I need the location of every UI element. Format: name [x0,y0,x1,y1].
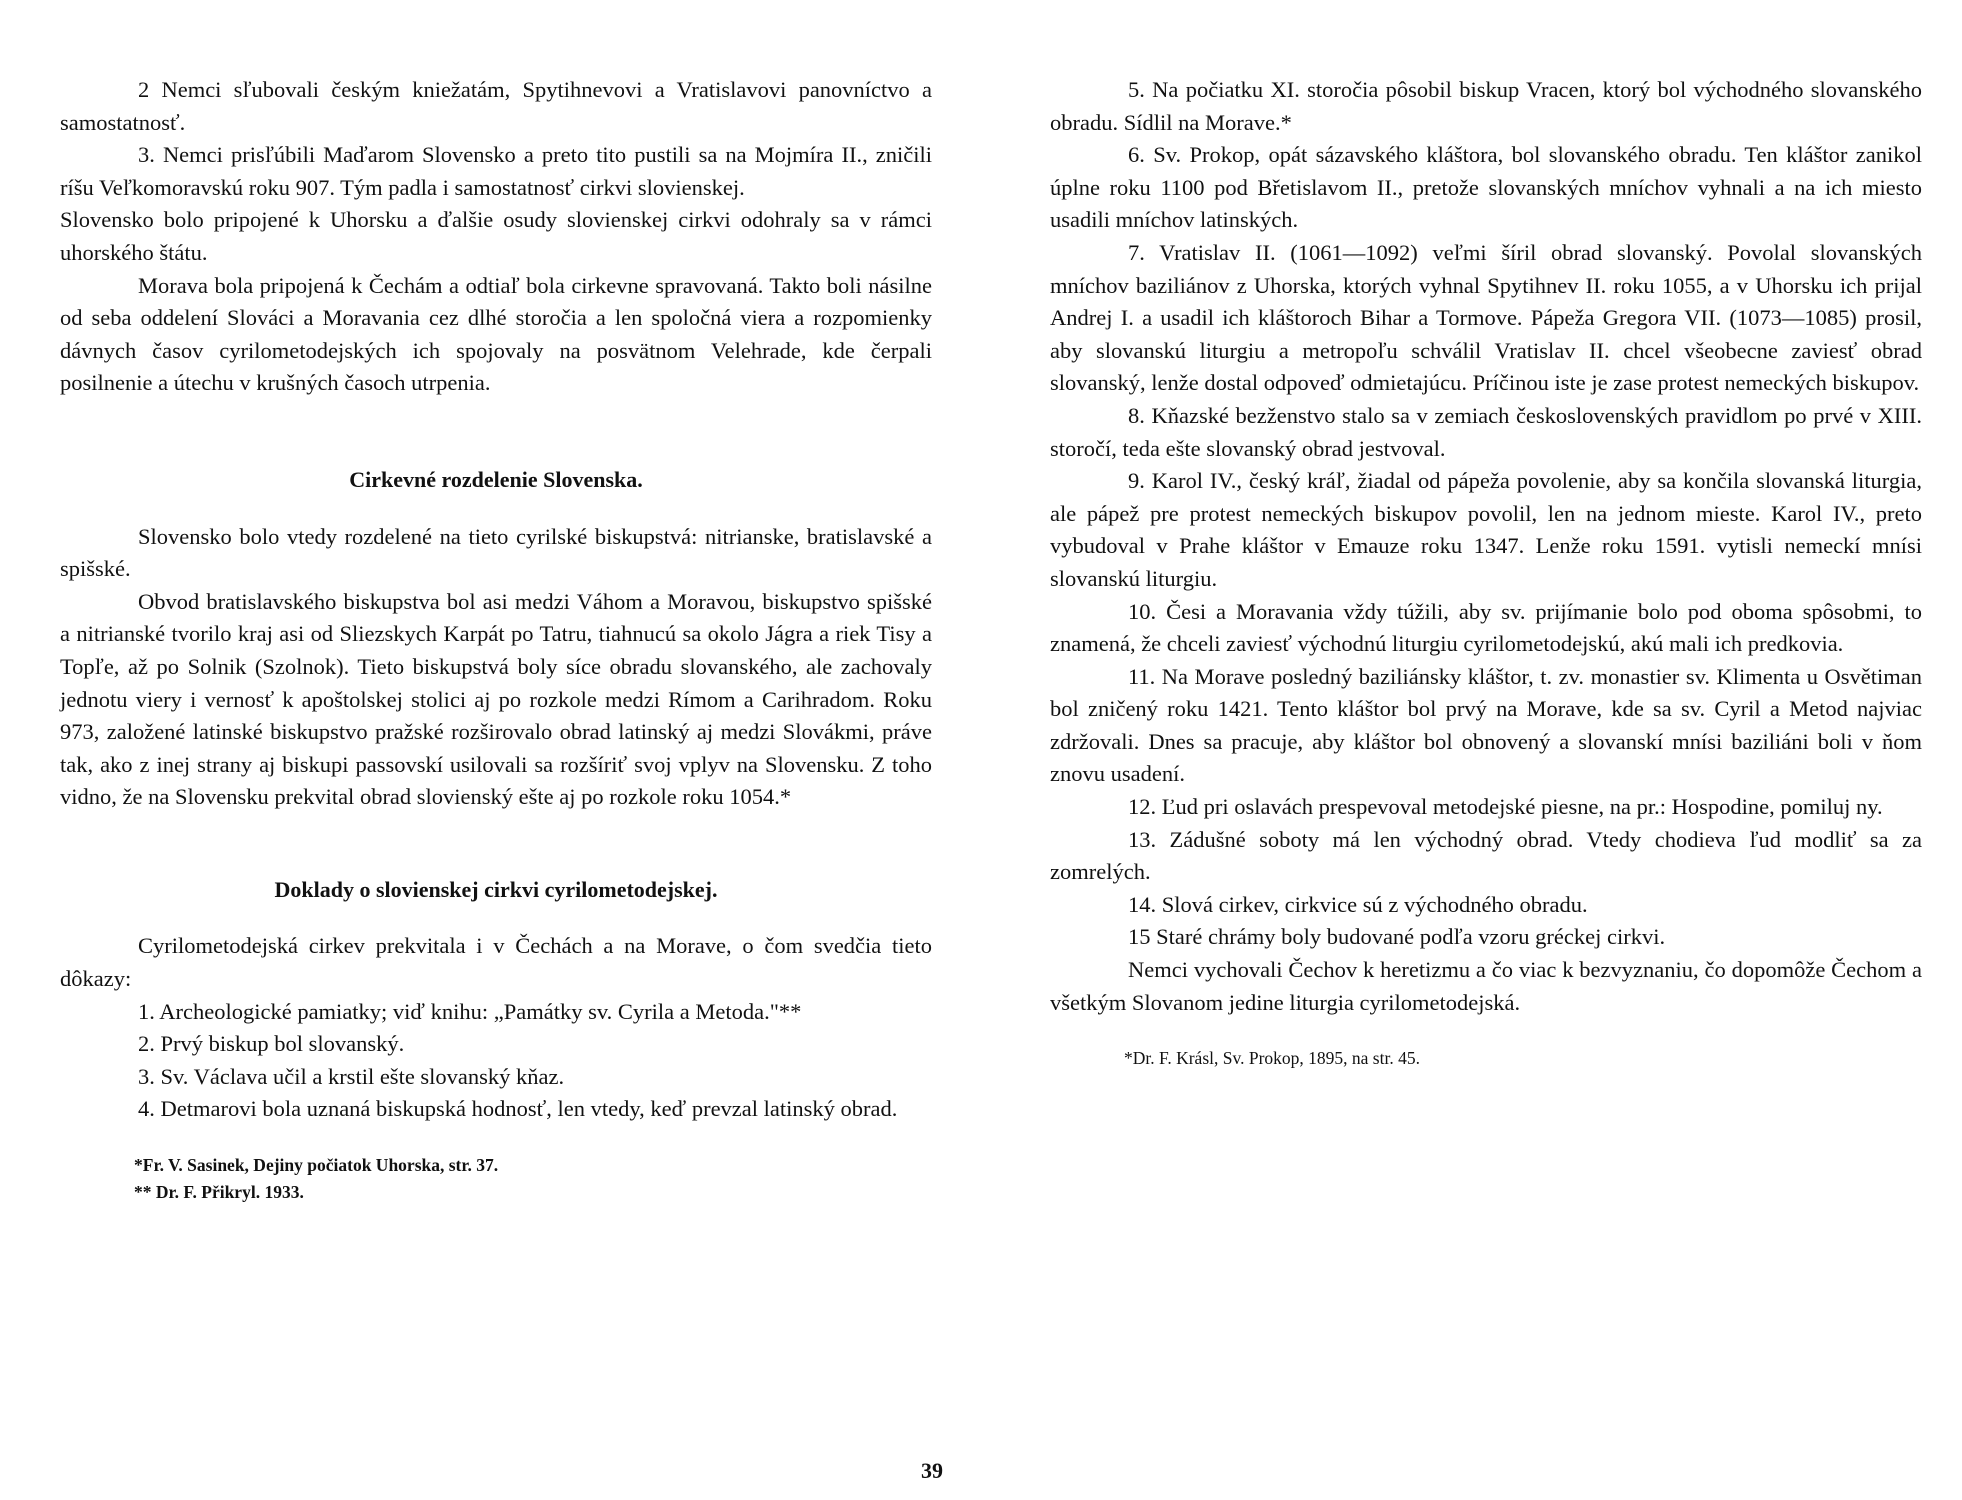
section-heading: Doklady o slovienskej cirkvi cyrilometodejskej. [274,876,718,902]
footnote: *Fr. V. Sasinek, Dejiny počiatok Uhorska, str. 37. [134,1155,499,1176]
paragraph: 15 Staré chrámy boly budované podľa vzoru gréckej cirkvi. [1128,924,1666,950]
right-page [1050,74,1922,1072]
footnote: ** Dr. F. Přikryl. 1933. [134,1182,304,1203]
paragraph: 5. Na počiatku XI. storočia pôsobil biskup Vracen, ktorý bol východného slovanského obradu. Sídlil na Morave.* [1050,77,1922,135]
paragraph: 8. Kňazské bezženstvo stalo sa v zemiach československých pravidlom po prvé v XIII. storočí, teda ešte slovanský obrad jestvoval. [1050,402,1922,461]
paragraph: Slovensko bolo pripojené k Uhorsku a ďalšie osudy slovienskej cirkvi odohraly sa v rámci uhorského štátu. [60,207,932,265]
page-number: 39 [921,1458,943,1483]
paragraph: Cyrilometodejská cirkev prekvitala i v Čechách a na Morave, o čom svedčia tieto dôkazy: [60,933,932,992]
paragraph: 14. Slová cirkev, cirkvice sú z východného obradu. [1128,891,1588,917]
list-item: 4. Detmarovi bola uznaná biskupská hodnosť, len vtedy, keď prevzal latinský obrad. [138,1096,898,1122]
footnotes [60,1152,932,1206]
paragraph: Obvod bratislavského biskupstva bol asi medzi Váhom a Moravou, biskupstvo spišské a nitrianské tvorilo kraj asi od Sliezskych Karpát po Tatru, tiahnucú sa okolo Jágra a riek Tisy a Topľe, až po Solnik (Szolnok). Tieto biskupstvá boly síce obradu slovanského, ale zachovaly jednotu viery i vernosť k apoštolskej stolici aj po rozkole medzi Rímom a Carihradom. Roku 973, založené latinské biskupstvo pražské rozširovalo obrad latinský aj medzi Slovákmi, práve tak, ako z inej strany aj biskupi passovskí usilovali sa rozšíriť svoj vplyv na Slovensku. Z toho vidno, že na Slovensku prekvital obrad slovienský ešte aj po rozkole roku 1054.* [60,588,932,810]
paragraph: 6. Sv. Prokop, opát sázavského kláštora, bol slovanského obradu. Ten kláštor zanikol úplne roku 1100 pod Břetislavom II., pretože slovanských mníchov vyhnali a na ich miesto usadili mníchov latinských. [1050,142,1922,233]
paragraph: Nemci vychovali Čechov k heretizmu a čo viac k bezvyznaniu, čo dopomôže Čechom a všetkým Slovanom jedine liturgia cyrilometodejská. [1050,957,1922,1015]
left-page [60,74,932,1206]
paragraph: 13. Zádušné soboty má len východný obrad. Vtedy chodieva ľud modliť sa za zomrelých. [1050,826,1922,885]
list-item: 3. Sv. Václava učil a krstil ešte slovanský kňaz. [138,1063,565,1089]
paragraph: Morava bola pripojená k Čechám a odtiaľ bola cirkevne spravovaná. Takto boli násilne od seba oddelení Slováci a Moravania cez dlhé storočia a len spoločná viera a rozpomienky dávnych časov cyrilometodejských ich spojovaly na posvätnom Velehrade, kde čerpali posilnenie a útechu v krušných časoch utrpenia. [60,272,932,396]
paragraph: 7. Vratislav II. (1061—1092) veľmi šíril obrad slovanský. Povolal slovanských mníchov baziliánov z Uhorska, ktorých vyhnal Spytihnev II. roku 1055, a v Uhorsku ich prijal Andrej I. a usadil ich kláštoroch Bihar a Tormove. Pápeža Gregora VII. (1073—1085) prosil, aby slovanskú liturgiu a metropoľu schválil Vratislav II. chcel všeobecne zaviesť obrad slovanský, lenže dostal odpoveď odmietajúcu. Príčinou iste je zase protest nemeckých biskupov. [1050,239,1922,396]
paragraph: Slovensko bolo vtedy rozdelené na tieto cyrilské biskupstvá: nitrianske, bratislavské a spišské. [60,523,932,582]
footnote: *Dr. F. Krásl, Sv. Prokop, 1895, na str. 45. [1124,1048,1420,1069]
footnotes [1050,1045,1922,1072]
list-item: 1. Archeologické pamiatky; viď knihu: „Památky sv. Cyrila a Metoda."** [138,998,802,1024]
paragraph: 12. Ľud pri oslavách prespevoval metodejské piesne, na pr.: Hospodine, pomiluj ny. [1128,794,1883,820]
section-heading: Cirkevné rozdelenie Slovenska. [349,466,643,492]
paragraph: 9. Karol IV., český kráľ, žiadal od pápeža povolenie, aby sa končila slovanská liturgia, ale pápež pre protest nemeckých biskupov povolil, len na jednom mieste. Karol IV., preto vybudoval v Prahe kláštor v Emauze roku 1347. Lenže roku 1591. vytisli nemeckí mnísi slovanskú liturgiu. [1050,468,1922,591]
paragraph: 3. Nemci prisľúbili Maďarom Slovensko a preto tito pustili sa na Mojmíra II., zničili ríšu Veľkomoravskú roku 907. Tým padla i samostatnosť cirkvi slovienskej. [60,142,932,200]
paragraph: 10. Česi a Moravania vždy túžili, aby sv. prijímanie bolo pod oboma spôsobmi, to znamená, že chceli zaviesť východnú liturgiu cyrilometodejskú, akú mali ich predkovia. [1050,598,1922,657]
paragraph: 2 Nemci sľubovali českým kniežatám, Spytihnevovi a Vratislavovi panovníctvo a samostatnosť. [60,77,932,135]
paragraph: 11. Na Morave posledný baziliánsky kláštor, t. zv. monastier sv. Klimenta u Osvětiman bol zničený roku 1421. Tento kláštor bol prvý na Morave, kde sa sv. Cyril a Metod najviac zdržovali. Dnes sa pracuje, aby kláštor bol obnovený a slovanskí mnísi baziliáni boli v ňom znovu usadení. [1050,663,1922,787]
list-item: 2. Prvý biskup bol slovanský. [138,1031,405,1057]
